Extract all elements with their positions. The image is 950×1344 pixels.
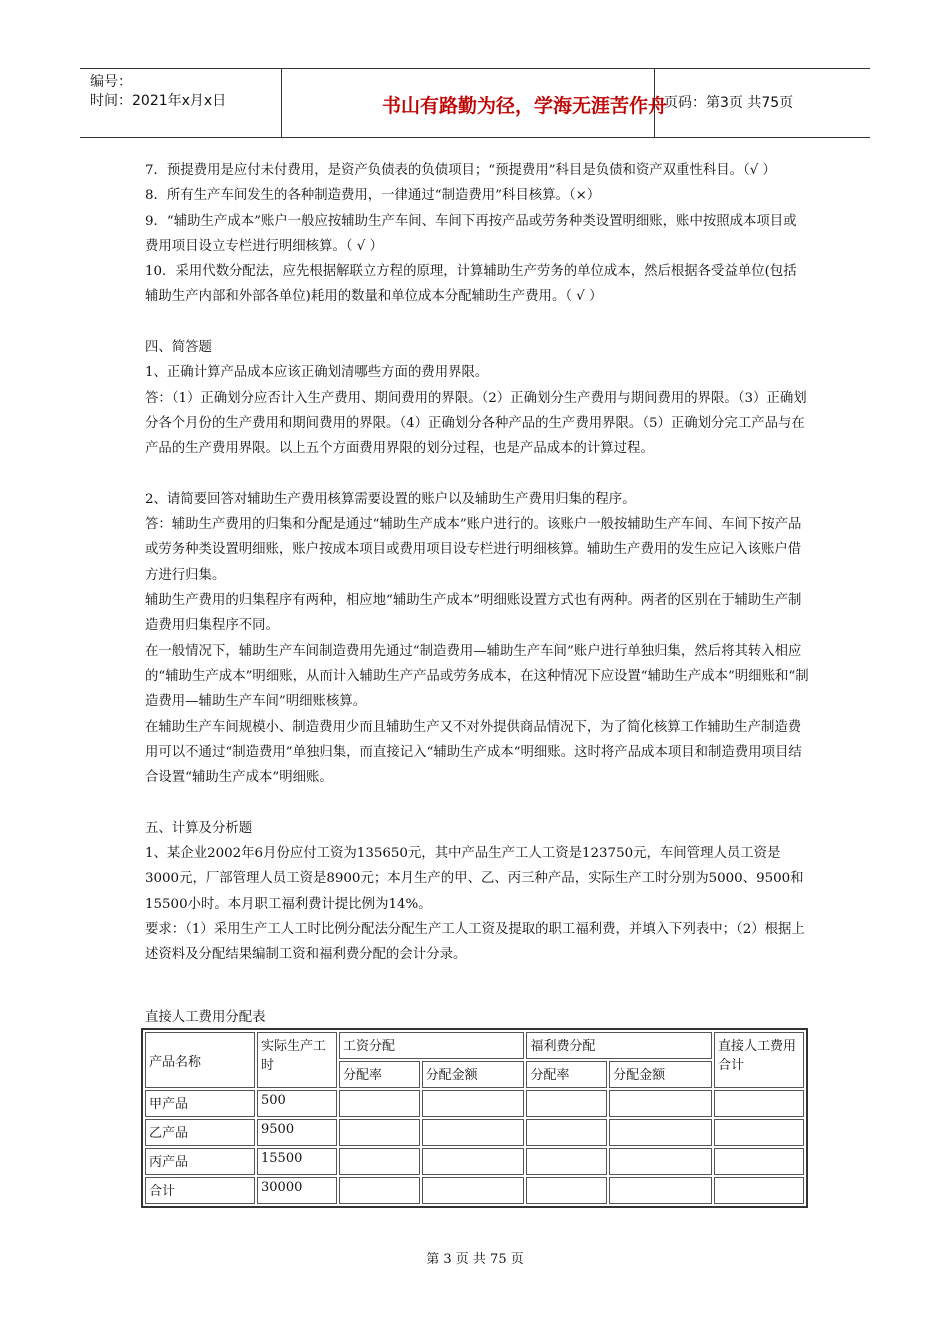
requirements: 要求：（1）采用生产工人工时比例分配法分配生产工人工资及提取的职工福利费，并填入下列表中；（2）根据上述资料及分配结果编制工资和福利费分配的会计分录。 xyxy=(145,921,805,963)
paragraph: 9．“辅助生产成本”账户一般应按辅助生产车间、车间下再按产品或劳务种类设置明细账，账中按照成本项目或费用项目设立专栏进行明细核算。（ √ ） xyxy=(145,213,797,254)
header-actual-hours: 实际生产工时 xyxy=(257,1032,337,1088)
page-footer: 第 3 页 共 75 页 xyxy=(426,1252,524,1267)
paragraph: 辅助生产费用的归集程序有两种，相应地“辅助生产成本”明细账设置方式也有两种。两者的区别在于辅助生产制造费用归集程序不同。 xyxy=(145,593,802,634)
table-row xyxy=(145,1090,804,1117)
section-heading: 五、计算及分析题 xyxy=(145,820,253,836)
cell-hours: 30000 xyxy=(257,1177,337,1204)
problem-statement: 1、某企业2002年6月份应付工资为135650元，其中产品生产工人工资是123750元，车间管理人员工资是3000元，厂部管理人员工资是8900元；本月生产的甲、乙、丙三种产品，实际生产工时分别为5000、9500和15500小时。本月职工福利费计提比例为14%。 xyxy=(145,846,804,912)
cell-product: 丙产品 xyxy=(145,1148,255,1175)
cell-product: 甲产品 xyxy=(145,1090,255,1117)
header-welfare-rate: 分配率 xyxy=(526,1061,607,1088)
cell-hours: 500 xyxy=(257,1090,337,1117)
cell-hours: 9500 xyxy=(257,1119,337,1146)
cell-product: 合计 xyxy=(145,1177,255,1204)
header-number: 编号： xyxy=(90,74,132,90)
table-row xyxy=(145,1177,804,1204)
answer: 答：（1）正确划分应否计入生产费用、期间费用的界限。（2）正确划分生产费用与期间费用的界限。（3）正确划分各个月份的生产费用和期间费用的界限。（4）正确划分各种产品的生产费用界限。（5）正确划分完工产品与在产品的生产费用界限。以上五个方面费用界限的划分过程，也是产品成本的计算过程。 xyxy=(145,390,807,457)
header-divider xyxy=(654,69,655,137)
header-product-name: 产品名称 xyxy=(145,1032,255,1088)
header-total: 直接人工费用合计 xyxy=(714,1032,804,1088)
question: 1、正确计算产品成本应该正确划清哪些方面的费用界限。 xyxy=(145,365,489,381)
page-header xyxy=(80,68,870,138)
header-wage-rate: 分配率 xyxy=(339,1061,420,1088)
document-body xyxy=(145,158,809,968)
table-header-row xyxy=(145,1032,804,1059)
header-meta xyxy=(90,73,226,111)
paragraph: 在辅助生产车间规模小、制造费用少而且辅助生产又不对外提供商品情况下，为了简化核算工作辅助生产制造费用可以不通过“制造费用”单独归集，而直接记入“辅助生产成本”明细账。这时将产品成本项目和制造费用项目结合设置“辅助生产成本”明细账。 xyxy=(145,719,802,786)
question: 2、请简要回答对辅助生产费用核算需要设置的账户以及辅助生产费用归集的程序。 xyxy=(145,491,636,507)
table-caption: 直接人工费用分配表 xyxy=(145,1010,266,1025)
paragraph: 在一般情况下，辅助生产车间制造费用先通过“制造费用—辅助生产车间”账户进行单独归集，然后将其转入相应的“辅助生产成本”明细账，从而计入辅助生产产品或劳务成本，在这种情况下应设置“辅助生产成本”明细账和“制造费用—辅助生产车间”明细账核算。 xyxy=(145,643,809,710)
header-wage-alloc: 工资分配 xyxy=(339,1032,524,1059)
header-page-code: 页码：第3页 共75页 xyxy=(664,95,794,111)
header-time: 时间：2021年x月x日 xyxy=(90,93,227,109)
paragraph: 7．预提费用是应付未付费用，是资产负债表的负债项目；“预提费用”科目是负债和资产双重性科目。（√ ） xyxy=(145,163,776,178)
allocation-table xyxy=(141,1028,808,1208)
header-divider xyxy=(281,69,282,137)
header-wage-amount: 分配金额 xyxy=(422,1061,525,1088)
header-welfare-amount: 分配金额 xyxy=(609,1061,712,1088)
header-welfare-alloc: 福利费分配 xyxy=(526,1032,712,1059)
cell-product: 乙产品 xyxy=(145,1119,255,1146)
table-row xyxy=(145,1119,804,1146)
section-heading: 四、简答题 xyxy=(145,340,212,356)
table-row xyxy=(145,1148,804,1175)
cell-hours: 15500 xyxy=(257,1148,337,1175)
answer: 答：辅助生产费用的归集和分配是通过“辅助生产成本”账户进行的。该账户一般按辅助生产车间、车间下按产品或劳务种类设置明细账，账户按成本项目或费用项目设专栏进行明细核算。辅助生产费用的发生应记入该账户借方进行归集。 xyxy=(145,517,802,583)
paragraph: 10．采用代数分配法，应先根据解联立方程的原理，计算辅助生产劳务的单位成本，然后根据各受益单位(包括辅助生产内部和外部各单位)耗用的数量和单位成本分配辅助生产费用。（ √ ） xyxy=(145,264,797,305)
header-motto: 书山有路勤为径，学海无涯苦作舟 xyxy=(382,95,668,117)
paragraph: 8．所有生产车间发生的各种制造费用，一律通过“制造费用”科目核算。（×） xyxy=(145,188,601,204)
